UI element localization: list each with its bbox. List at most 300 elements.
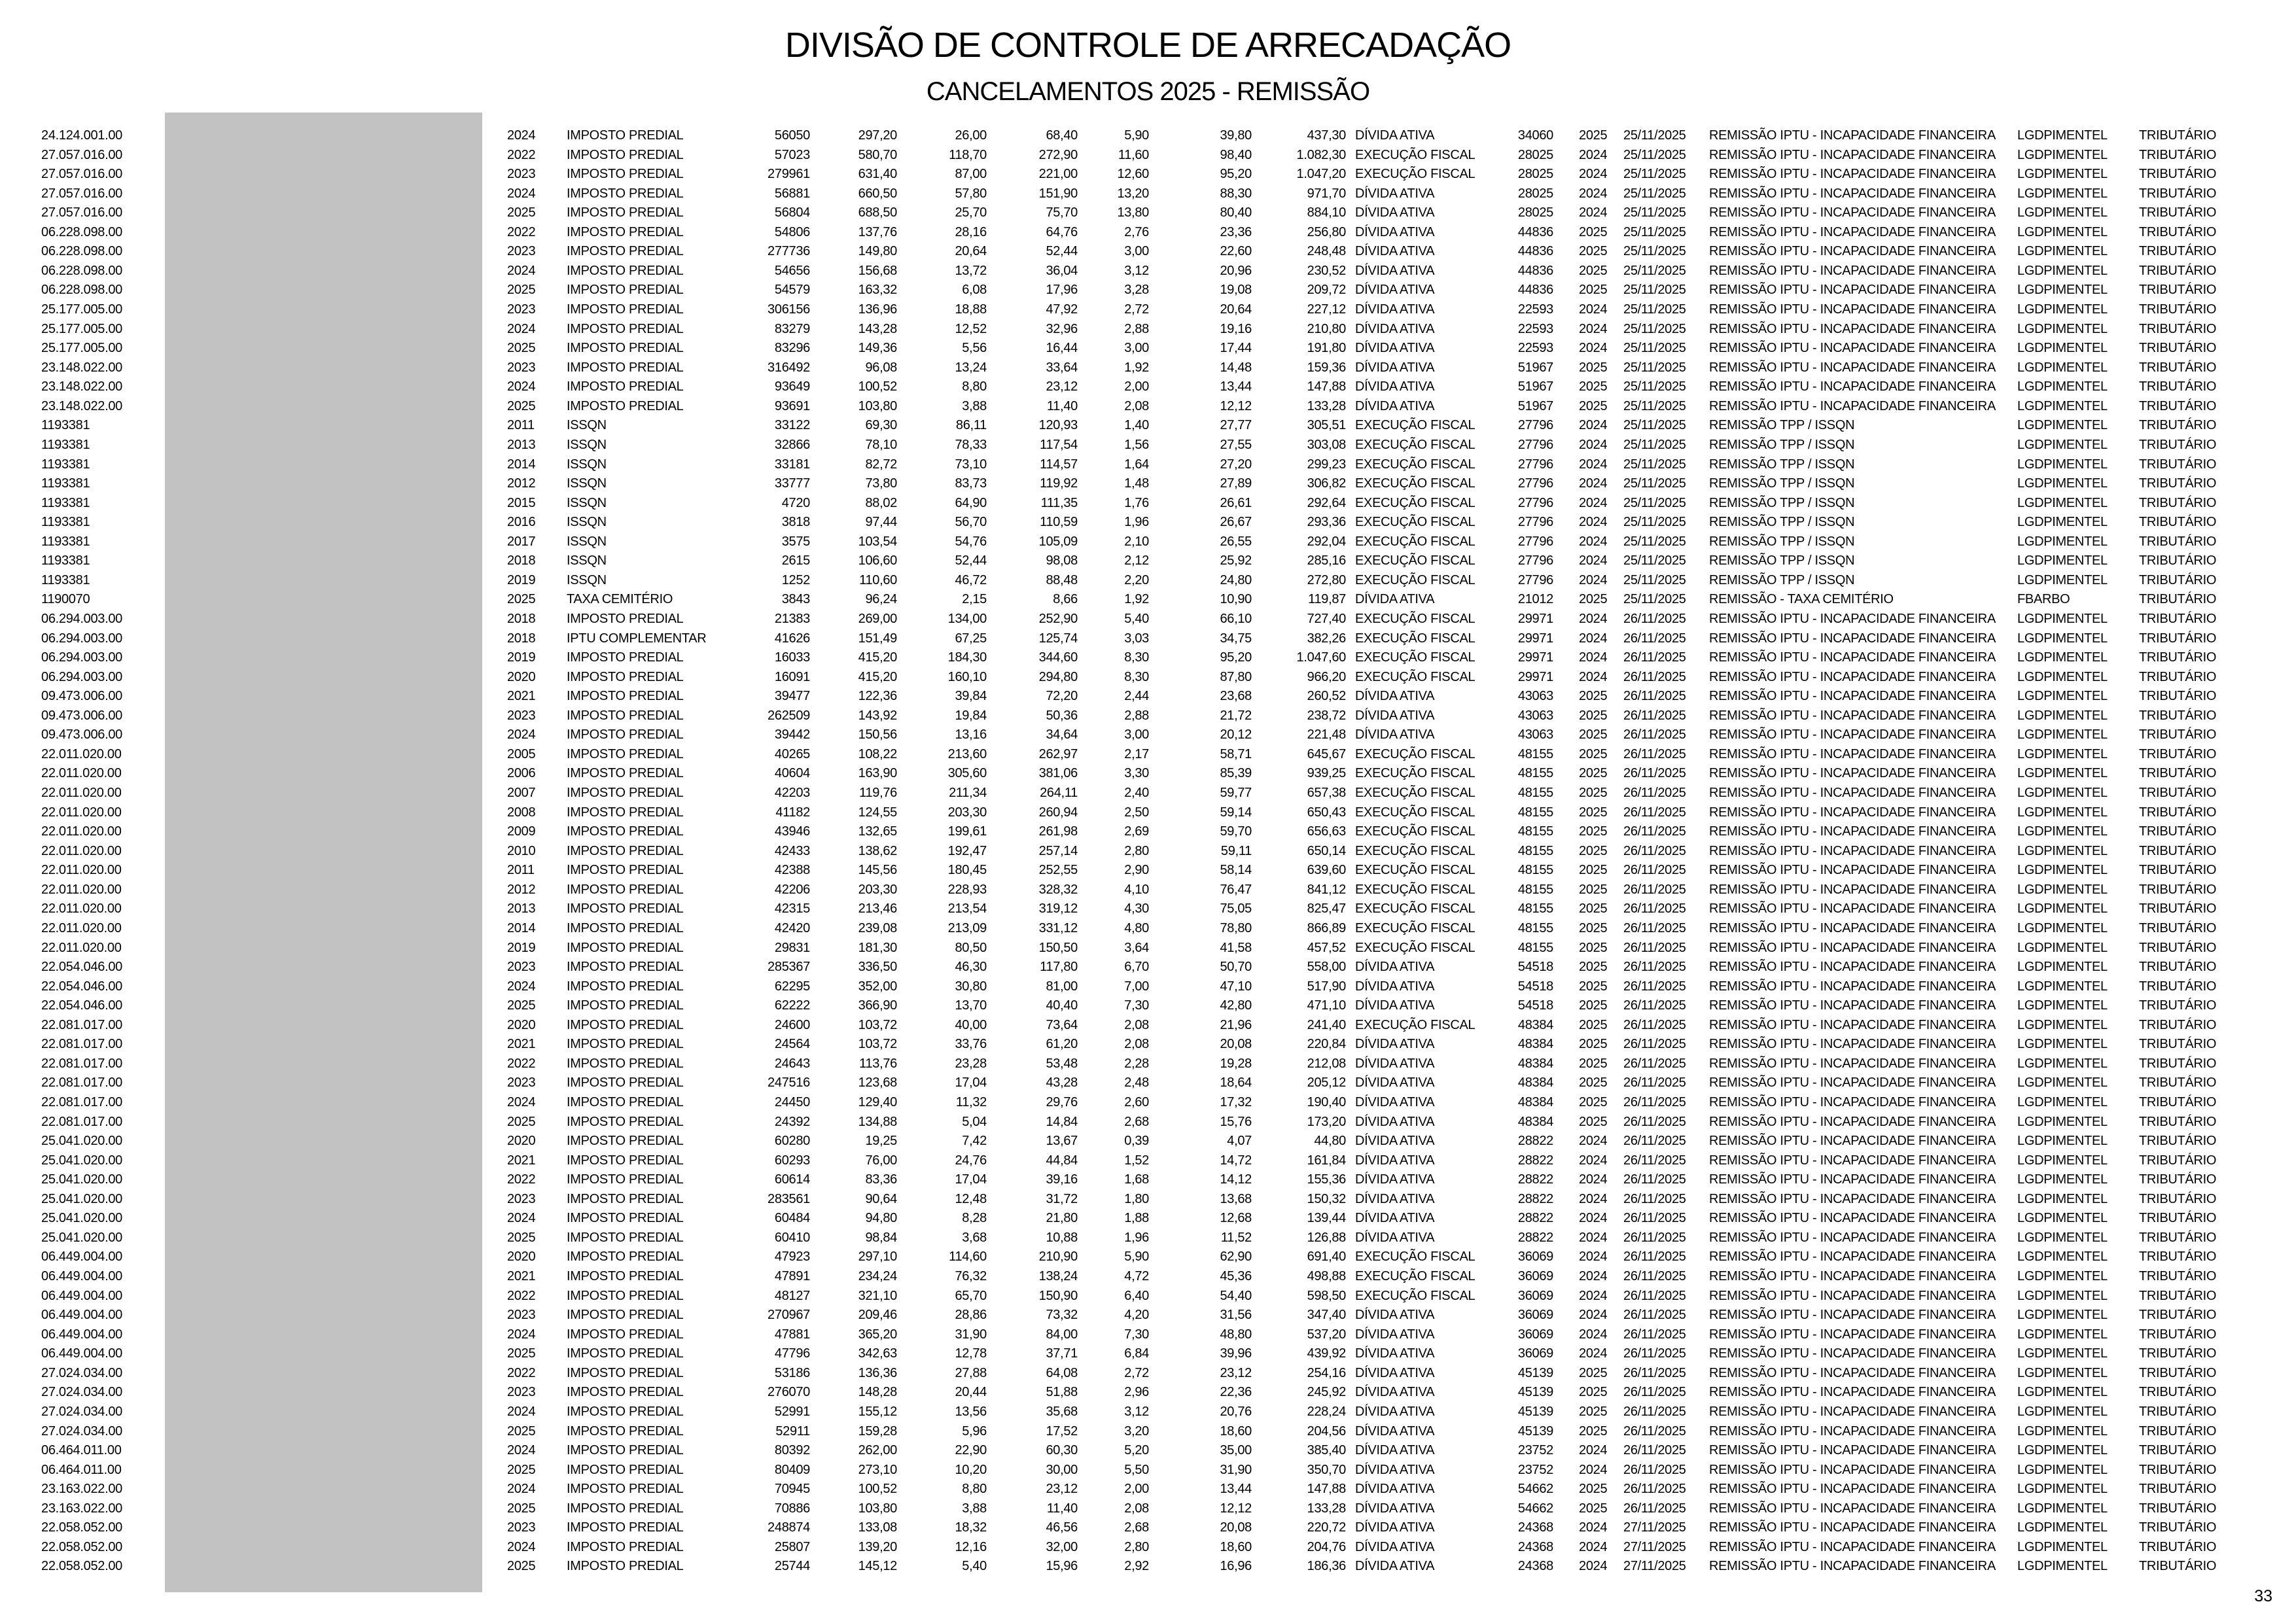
cancellation-date: 26/11/2025 bbox=[1623, 786, 1686, 801]
value-fine: 59,14 bbox=[1220, 805, 1252, 820]
value-fine: 13,44 bbox=[1220, 1482, 1252, 1497]
value-correction: 160,10 bbox=[947, 669, 987, 684]
cancellation-reason: REMISSÃO IPTU - INCAPACIDADE FINANCEIRA bbox=[1709, 224, 1996, 239]
cancellation-reason: REMISSÃO IPTU - INCAPACIDADE FINANCEIRA bbox=[1709, 940, 1996, 955]
value-correction: 13,16 bbox=[955, 727, 987, 742]
property-code: 1193381 bbox=[41, 553, 90, 568]
cancellation-date: 26/11/2025 bbox=[1623, 920, 1686, 935]
value-total: 209,72 bbox=[1307, 283, 1346, 298]
process-number: 27796 bbox=[1517, 437, 1553, 452]
property-code: 24.124.001.00 bbox=[41, 128, 123, 143]
value-principal: 133,08 bbox=[858, 1520, 897, 1535]
sector: TRIBUTÁRIO bbox=[2139, 1423, 2217, 1439]
tax-type: IMPOSTO PREDIAL bbox=[567, 1211, 684, 1226]
table-row bbox=[0, 338, 2296, 358]
value-fine: 21,96 bbox=[1220, 1017, 1252, 1032]
value-correction: 8,80 bbox=[962, 379, 987, 394]
value-fee: 2,17 bbox=[1124, 746, 1149, 761]
value-fee: 3,00 bbox=[1124, 341, 1149, 356]
debt-situation: DÍVIDA ATIVA bbox=[1355, 1385, 1435, 1400]
value-interest: 120,93 bbox=[1038, 418, 1078, 433]
value-fine: 98,40 bbox=[1220, 147, 1252, 162]
debt-situation: DÍVIDA ATIVA bbox=[1355, 244, 1435, 259]
cancellation-reason: REMISSÃO TPP / ISSQN bbox=[1709, 553, 1855, 568]
user: LGDPIMENTEL bbox=[2017, 960, 2108, 975]
value-correction: 19,84 bbox=[955, 708, 987, 723]
debt-situation: EXECUÇÃO FISCAL bbox=[1355, 746, 1475, 761]
value-correction: 12,48 bbox=[955, 1191, 987, 1206]
value-total: 133,28 bbox=[1307, 398, 1346, 413]
value-total: 966,20 bbox=[1307, 669, 1346, 684]
sector: TRIBUTÁRIO bbox=[2139, 824, 2217, 839]
property-code: 06.294.003.00 bbox=[41, 612, 123, 626]
process-year: 2024 bbox=[1579, 1520, 1608, 1535]
user: LGDPIMENTEL bbox=[2017, 457, 2108, 472]
value-correction: 64,90 bbox=[955, 495, 987, 510]
table-row bbox=[0, 551, 2296, 570]
user: LGDPIMENTEL bbox=[2017, 302, 2108, 317]
value-fine: 59,70 bbox=[1220, 824, 1252, 839]
exercise-year: 2021 bbox=[507, 1037, 536, 1052]
sector: TRIBUTÁRIO bbox=[2139, 592, 2217, 607]
process-number: 45139 bbox=[1517, 1423, 1553, 1439]
launch-number: 248874 bbox=[768, 1520, 810, 1535]
table-row bbox=[0, 377, 2296, 396]
launch-number: 3843 bbox=[781, 592, 810, 607]
process-year: 2024 bbox=[1579, 302, 1608, 317]
value-total: 439,92 bbox=[1307, 1346, 1346, 1361]
tax-type: IMPOSTO PREDIAL bbox=[567, 727, 684, 742]
cancellation-date: 26/11/2025 bbox=[1623, 1095, 1686, 1109]
tax-type: IMPOSTO PREDIAL bbox=[567, 786, 684, 801]
value-fee: 2,80 bbox=[1124, 1539, 1149, 1554]
value-principal: 149,80 bbox=[858, 244, 897, 259]
tax-type: IMPOSTO PREDIAL bbox=[567, 805, 684, 820]
value-correction: 13,56 bbox=[955, 1404, 987, 1419]
process-number: 51967 bbox=[1517, 379, 1553, 394]
process-year: 2024 bbox=[1579, 1191, 1608, 1206]
user: LGDPIMENTEL bbox=[2017, 1404, 2108, 1419]
process-year: 2025 bbox=[1579, 1482, 1608, 1497]
process-number: 43063 bbox=[1517, 689, 1553, 704]
value-correction: 30,80 bbox=[955, 979, 987, 994]
exercise-year: 2006 bbox=[507, 766, 536, 781]
value-interest: 260,94 bbox=[1038, 805, 1078, 820]
sector: TRIBUTÁRIO bbox=[2139, 1114, 2217, 1129]
value-total: 657,38 bbox=[1307, 786, 1346, 801]
value-correction: 22,90 bbox=[955, 1443, 987, 1458]
sector: TRIBUTÁRIO bbox=[2139, 689, 2217, 704]
table-row bbox=[0, 899, 2296, 918]
value-interest: 261,98 bbox=[1038, 824, 1078, 839]
value-total: 119,87 bbox=[1308, 592, 1346, 607]
sector: TRIBUTÁRIO bbox=[2139, 1365, 2217, 1380]
value-principal: 103,54 bbox=[858, 534, 897, 549]
value-principal: 119,76 bbox=[859, 786, 897, 801]
tax-type: IMPOSTO PREDIAL bbox=[567, 1520, 684, 1535]
value-total: 825,47 bbox=[1307, 901, 1346, 916]
value-correction: 46,30 bbox=[955, 960, 987, 975]
value-fee: 5,90 bbox=[1124, 1249, 1149, 1265]
process-number: 36069 bbox=[1517, 1288, 1553, 1303]
value-correction: 305,60 bbox=[947, 766, 987, 781]
value-total: 971,70 bbox=[1307, 186, 1346, 201]
exercise-year: 2025 bbox=[507, 998, 536, 1013]
debt-situation: EXECUÇÃO FISCAL bbox=[1355, 534, 1475, 549]
value-fine: 12,68 bbox=[1220, 1211, 1252, 1226]
value-principal: 145,56 bbox=[858, 863, 897, 878]
value-principal: 239,08 bbox=[858, 920, 897, 935]
property-code: 06.449.004.00 bbox=[41, 1288, 123, 1303]
process-year: 2025 bbox=[1579, 901, 1608, 916]
user: LGDPIMENTEL bbox=[2017, 128, 2108, 143]
value-fine: 26,67 bbox=[1220, 515, 1252, 530]
value-fee: 5,50 bbox=[1124, 1462, 1149, 1477]
launch-number: 39442 bbox=[774, 727, 810, 742]
sector: TRIBUTÁRIO bbox=[2139, 128, 2217, 143]
value-fee: 2,90 bbox=[1124, 863, 1149, 878]
value-fine: 12,12 bbox=[1220, 1501, 1252, 1516]
launch-number: 83279 bbox=[774, 321, 810, 336]
table-row bbox=[0, 1112, 2296, 1132]
user: LGDPIMENTEL bbox=[2017, 1501, 2108, 1516]
user: LGDPIMENTEL bbox=[2017, 1191, 2108, 1206]
process-year: 2025 bbox=[1579, 920, 1608, 935]
exercise-year: 2014 bbox=[507, 920, 536, 935]
value-correction: 118,70 bbox=[949, 147, 987, 162]
launch-number: 21383 bbox=[774, 612, 810, 626]
process-year: 2025 bbox=[1579, 1037, 1608, 1052]
value-correction: 3,88 bbox=[962, 1501, 987, 1516]
sector: TRIBUTÁRIO bbox=[2139, 457, 2217, 472]
value-fine: 4,07 bbox=[1227, 1134, 1252, 1149]
value-fee: 1,40 bbox=[1124, 418, 1149, 433]
tax-type: IMPOSTO PREDIAL bbox=[567, 167, 684, 182]
sector: TRIBUTÁRIO bbox=[2139, 1037, 2217, 1052]
value-total: 260,52 bbox=[1307, 689, 1346, 704]
process-year: 2024 bbox=[1579, 1346, 1608, 1361]
process-number: 21012 bbox=[1517, 592, 1553, 607]
value-fee: 12,60 bbox=[1117, 167, 1149, 182]
debt-situation: DÍVIDA ATIVA bbox=[1355, 186, 1435, 201]
process-year: 2025 bbox=[1579, 882, 1608, 897]
process-year: 2025 bbox=[1579, 746, 1608, 761]
value-principal: 137,76 bbox=[858, 224, 897, 239]
user: LGDPIMENTEL bbox=[2017, 1211, 2108, 1226]
process-number: 27796 bbox=[1517, 418, 1553, 433]
sector: TRIBUTÁRIO bbox=[2139, 437, 2217, 452]
value-principal: 94,80 bbox=[865, 1211, 897, 1226]
sector: TRIBUTÁRIO bbox=[2139, 224, 2217, 239]
process-year: 2025 bbox=[1579, 998, 1608, 1013]
launch-number: 33777 bbox=[774, 476, 810, 491]
launch-number: 2615 bbox=[781, 553, 810, 568]
launch-number: 277736 bbox=[768, 244, 810, 259]
process-number: 27796 bbox=[1517, 515, 1553, 530]
value-fee: 13,20 bbox=[1117, 186, 1149, 201]
table-row bbox=[0, 1015, 2296, 1035]
value-fee: 4,72 bbox=[1124, 1269, 1149, 1284]
user: LGDPIMENTEL bbox=[2017, 1134, 2108, 1149]
value-fee: 2,80 bbox=[1124, 843, 1149, 858]
value-total: 517,90 bbox=[1307, 979, 1346, 994]
cancellation-reason: REMISSÃO IPTU - INCAPACIDADE FINANCEIRA bbox=[1709, 147, 1996, 162]
cancellation-reason: REMISSÃO IPTU - INCAPACIDADE FINANCEIRA bbox=[1709, 1308, 1996, 1323]
property-code: 27.057.016.00 bbox=[41, 147, 123, 162]
user: LGDPIMENTEL bbox=[2017, 650, 2108, 665]
cancellation-reason: REMISSÃO IPTU - INCAPACIDADE FINANCEIRA bbox=[1709, 128, 1996, 143]
value-total: 537,20 bbox=[1307, 1327, 1346, 1342]
tax-type: IMPOSTO PREDIAL bbox=[567, 1037, 684, 1052]
exercise-year: 2023 bbox=[507, 708, 536, 723]
value-total: 306,82 bbox=[1307, 476, 1346, 491]
debt-situation: DÍVIDA ATIVA bbox=[1355, 205, 1435, 220]
exercise-year: 2012 bbox=[507, 476, 536, 491]
launch-number: 24392 bbox=[774, 1114, 810, 1129]
property-code: 22.011.020.00 bbox=[41, 901, 122, 916]
cancellation-reason: REMISSÃO IPTU - INCAPACIDADE FINANCEIRA bbox=[1709, 960, 1996, 975]
value-interest: 72,20 bbox=[1046, 689, 1078, 704]
tax-type: IMPOSTO PREDIAL bbox=[567, 224, 684, 239]
value-correction: 10,20 bbox=[955, 1462, 987, 1477]
debt-situation: DÍVIDA ATIVA bbox=[1355, 341, 1435, 356]
cancellation-reason: REMISSÃO TPP / ISSQN bbox=[1709, 515, 1855, 530]
value-fine: 24,80 bbox=[1220, 572, 1252, 587]
user: LGDPIMENTEL bbox=[2017, 1520, 2108, 1535]
debt-situation: DÍVIDA ATIVA bbox=[1355, 1230, 1435, 1245]
process-number: 28025 bbox=[1517, 147, 1553, 162]
table-row bbox=[0, 203, 2296, 222]
tax-type: IMPOSTO PREDIAL bbox=[567, 901, 684, 916]
process-number: 29971 bbox=[1517, 650, 1553, 665]
value-principal: 19,25 bbox=[865, 1134, 897, 1149]
sector: TRIBUTÁRIO bbox=[2139, 476, 2217, 491]
debt-situation: EXECUÇÃO FISCAL bbox=[1355, 612, 1475, 626]
sector: TRIBUTÁRIO bbox=[2139, 631, 2217, 646]
value-principal: 631,40 bbox=[858, 167, 897, 182]
value-principal: 138,62 bbox=[858, 843, 897, 858]
process-year: 2025 bbox=[1579, 843, 1608, 858]
value-principal: 69,30 bbox=[865, 418, 897, 433]
property-code: 22.011.020.00 bbox=[41, 920, 122, 935]
process-year: 2024 bbox=[1579, 1308, 1608, 1323]
sector: TRIBUTÁRIO bbox=[2139, 167, 2217, 182]
tax-type: IMPOSTO PREDIAL bbox=[567, 1230, 684, 1245]
process-year: 2024 bbox=[1579, 1249, 1608, 1265]
value-interest: 150,50 bbox=[1038, 940, 1078, 955]
process-number: 36069 bbox=[1517, 1308, 1553, 1323]
table-row bbox=[0, 1479, 2296, 1499]
launch-number: 29831 bbox=[774, 940, 810, 955]
cancellation-reason: REMISSÃO IPTU - INCAPACIDADE FINANCEIRA bbox=[1709, 398, 1996, 413]
value-fee: 13,80 bbox=[1117, 205, 1149, 220]
value-fine: 95,20 bbox=[1220, 650, 1252, 665]
table-row bbox=[0, 261, 2296, 281]
process-number: 51967 bbox=[1517, 398, 1553, 413]
value-total: 147,88 bbox=[1307, 379, 1346, 394]
process-year: 2024 bbox=[1579, 1559, 1608, 1574]
cancellation-date: 27/11/2025 bbox=[1623, 1539, 1686, 1554]
sector: TRIBUTÁRIO bbox=[2139, 360, 2217, 375]
launch-number: 52911 bbox=[775, 1423, 810, 1439]
value-total: 650,43 bbox=[1307, 805, 1346, 820]
cancellation-date: 26/11/2025 bbox=[1623, 689, 1686, 704]
cancellation-reason: REMISSÃO IPTU - INCAPACIDADE FINANCEIRA bbox=[1709, 612, 1996, 626]
cancellation-reason: REMISSÃO IPTU - INCAPACIDADE FINANCEIRA bbox=[1709, 379, 1996, 394]
sector: TRIBUTÁRIO bbox=[2139, 863, 2217, 878]
cancellation-date: 26/11/2025 bbox=[1623, 901, 1686, 916]
table-row bbox=[0, 1325, 2296, 1344]
cancellation-reason: REMISSÃO IPTU - INCAPACIDADE FINANCEIRA bbox=[1709, 786, 1996, 801]
value-fine: 50,70 bbox=[1220, 960, 1252, 975]
property-code: 22.011.020.00 bbox=[41, 805, 122, 820]
value-fine: 59,77 bbox=[1220, 786, 1252, 801]
debt-situation: EXECUÇÃO FISCAL bbox=[1355, 650, 1475, 665]
cancellation-reason: REMISSÃO IPTU - INCAPACIDADE FINANCEIRA bbox=[1709, 766, 1996, 781]
property-code: 06.449.004.00 bbox=[41, 1308, 123, 1323]
launch-number: 48127 bbox=[774, 1288, 810, 1303]
exercise-year: 2024 bbox=[507, 1211, 536, 1226]
user: LGDPIMENTEL bbox=[2017, 1056, 2108, 1071]
value-fee: 6,70 bbox=[1124, 960, 1149, 975]
value-total: 245,92 bbox=[1307, 1385, 1346, 1400]
table-row bbox=[0, 145, 2296, 165]
user: LGDPIMENTEL bbox=[2017, 843, 2108, 858]
cancellation-date: 25/11/2025 bbox=[1623, 128, 1686, 143]
value-fee: 2,48 bbox=[1124, 1075, 1149, 1091]
value-fee: 1,68 bbox=[1124, 1172, 1149, 1187]
value-fee: 3,00 bbox=[1124, 244, 1149, 259]
property-code: 1193381 bbox=[41, 437, 90, 452]
value-fine: 13,44 bbox=[1220, 379, 1252, 394]
value-fine: 78,80 bbox=[1220, 920, 1252, 935]
value-interest: 50,36 bbox=[1046, 708, 1078, 723]
launch-number: 60280 bbox=[774, 1134, 810, 1149]
value-principal: 139,20 bbox=[858, 1539, 897, 1554]
table-row bbox=[0, 977, 2296, 996]
value-principal: 122,36 bbox=[858, 689, 897, 704]
value-principal: 321,10 bbox=[858, 1288, 897, 1303]
debt-situation: EXECUÇÃO FISCAL bbox=[1355, 457, 1475, 472]
cancellation-date: 26/11/2025 bbox=[1623, 1269, 1686, 1284]
page-number: 33 bbox=[2254, 1587, 2272, 1605]
cancellation-date: 26/11/2025 bbox=[1623, 1056, 1686, 1071]
tax-type: IMPOSTO PREDIAL bbox=[567, 824, 684, 839]
property-code: 25.177.005.00 bbox=[41, 321, 123, 336]
table-row bbox=[0, 803, 2296, 822]
process-number: 48155 bbox=[1517, 940, 1553, 955]
cancellation-date: 26/11/2025 bbox=[1623, 746, 1686, 761]
value-correction: 213,54 bbox=[947, 901, 987, 916]
process-year: 2025 bbox=[1579, 863, 1608, 878]
process-year: 2024 bbox=[1579, 669, 1608, 684]
debt-situation: DÍVIDA ATIVA bbox=[1355, 1327, 1435, 1342]
user: LGDPIMENTEL bbox=[2017, 418, 2108, 433]
exercise-year: 2023 bbox=[507, 167, 536, 182]
cancellation-reason: REMISSÃO IPTU - INCAPACIDADE FINANCEIRA bbox=[1709, 186, 1996, 201]
value-principal: 365,20 bbox=[858, 1327, 897, 1342]
sector: TRIBUTÁRIO bbox=[2139, 1385, 2217, 1400]
value-total: 645,67 bbox=[1307, 746, 1346, 761]
cancellation-date: 26/11/2025 bbox=[1623, 863, 1686, 878]
value-total: 558,00 bbox=[1307, 960, 1346, 975]
cancellation-reason: REMISSÃO - TAXA CEMITÉRIO bbox=[1709, 592, 1894, 607]
exercise-year: 2021 bbox=[507, 1153, 536, 1168]
table-row bbox=[0, 783, 2296, 803]
value-correction: 192,47 bbox=[947, 843, 987, 858]
value-fee: 2,88 bbox=[1124, 708, 1149, 723]
value-fine: 22,60 bbox=[1220, 244, 1252, 259]
value-fee: 6,40 bbox=[1124, 1288, 1149, 1303]
process-number: 27796 bbox=[1517, 476, 1553, 491]
exercise-year: 2019 bbox=[507, 572, 536, 587]
value-principal: 88,02 bbox=[865, 495, 897, 510]
launch-number: 3575 bbox=[781, 534, 810, 549]
page-subtitle: CANCELAMENTOS 2025 - REMISSÃO bbox=[926, 77, 1370, 106]
value-fee: 0,39 bbox=[1124, 1134, 1149, 1149]
value-interest: 10,88 bbox=[1046, 1230, 1078, 1245]
cancellation-date: 26/11/2025 bbox=[1623, 1249, 1686, 1265]
debt-situation: DÍVIDA ATIVA bbox=[1355, 960, 1435, 975]
cancellation-date: 25/11/2025 bbox=[1623, 186, 1686, 201]
table-row bbox=[0, 609, 2296, 629]
cancellation-date: 26/11/2025 bbox=[1623, 1075, 1686, 1091]
exercise-year: 2024 bbox=[507, 186, 536, 201]
value-total: 292,64 bbox=[1307, 495, 1346, 510]
sector: TRIBUTÁRIO bbox=[2139, 1095, 2217, 1109]
launch-number: 24564 bbox=[774, 1037, 810, 1052]
debt-situation: DÍVIDA ATIVA bbox=[1355, 1075, 1435, 1091]
property-code: 25.177.005.00 bbox=[41, 302, 123, 317]
launch-number: 262509 bbox=[768, 708, 810, 723]
process-number: 28822 bbox=[1517, 1230, 1553, 1245]
tax-type: IMPOSTO PREDIAL bbox=[567, 360, 684, 375]
value-correction: 54,76 bbox=[955, 534, 987, 549]
user: LGDPIMENTEL bbox=[2017, 786, 2108, 801]
value-principal: 213,46 bbox=[858, 901, 897, 916]
value-fine: 66,10 bbox=[1220, 612, 1252, 626]
launch-number: 56804 bbox=[774, 205, 810, 220]
property-code: 06.464.011.00 bbox=[41, 1462, 122, 1477]
process-number: 27796 bbox=[1517, 495, 1553, 510]
cancellation-reason: REMISSÃO IPTU - INCAPACIDADE FINANCEIRA bbox=[1709, 1037, 1996, 1052]
exercise-year: 2025 bbox=[507, 1559, 536, 1574]
cancellation-reason: REMISSÃO IPTU - INCAPACIDADE FINANCEIRA bbox=[1709, 689, 1996, 704]
debt-situation: DÍVIDA ATIVA bbox=[1355, 592, 1435, 607]
value-fine: 17,32 bbox=[1220, 1095, 1252, 1109]
user: LGDPIMENTEL bbox=[2017, 437, 2108, 452]
process-number: 48384 bbox=[1517, 1095, 1553, 1109]
tax-type: IMPOSTO PREDIAL bbox=[567, 960, 684, 975]
user: LGDPIMENTEL bbox=[2017, 495, 2108, 510]
debt-situation: DÍVIDA ATIVA bbox=[1355, 1423, 1435, 1439]
value-interest: 328,32 bbox=[1038, 882, 1078, 897]
sector: TRIBUTÁRIO bbox=[2139, 1501, 2217, 1516]
value-correction: 3,68 bbox=[962, 1230, 987, 1245]
user: LGDPIMENTEL bbox=[2017, 398, 2108, 413]
value-correction: 8,80 bbox=[962, 1482, 987, 1497]
value-correction: 26,00 bbox=[955, 128, 987, 143]
sector: TRIBUTÁRIO bbox=[2139, 901, 2217, 916]
cancellation-date: 26/11/2025 bbox=[1623, 1308, 1686, 1323]
cancellation-date: 26/11/2025 bbox=[1623, 1230, 1686, 1245]
table-row bbox=[0, 763, 2296, 783]
sector: TRIBUTÁRIO bbox=[2139, 244, 2217, 259]
value-total: 1.047,20 bbox=[1296, 167, 1346, 182]
tax-type: IMPOSTO PREDIAL bbox=[567, 766, 684, 781]
value-interest: 117,80 bbox=[1040, 960, 1078, 975]
value-correction: 7,42 bbox=[962, 1134, 987, 1149]
